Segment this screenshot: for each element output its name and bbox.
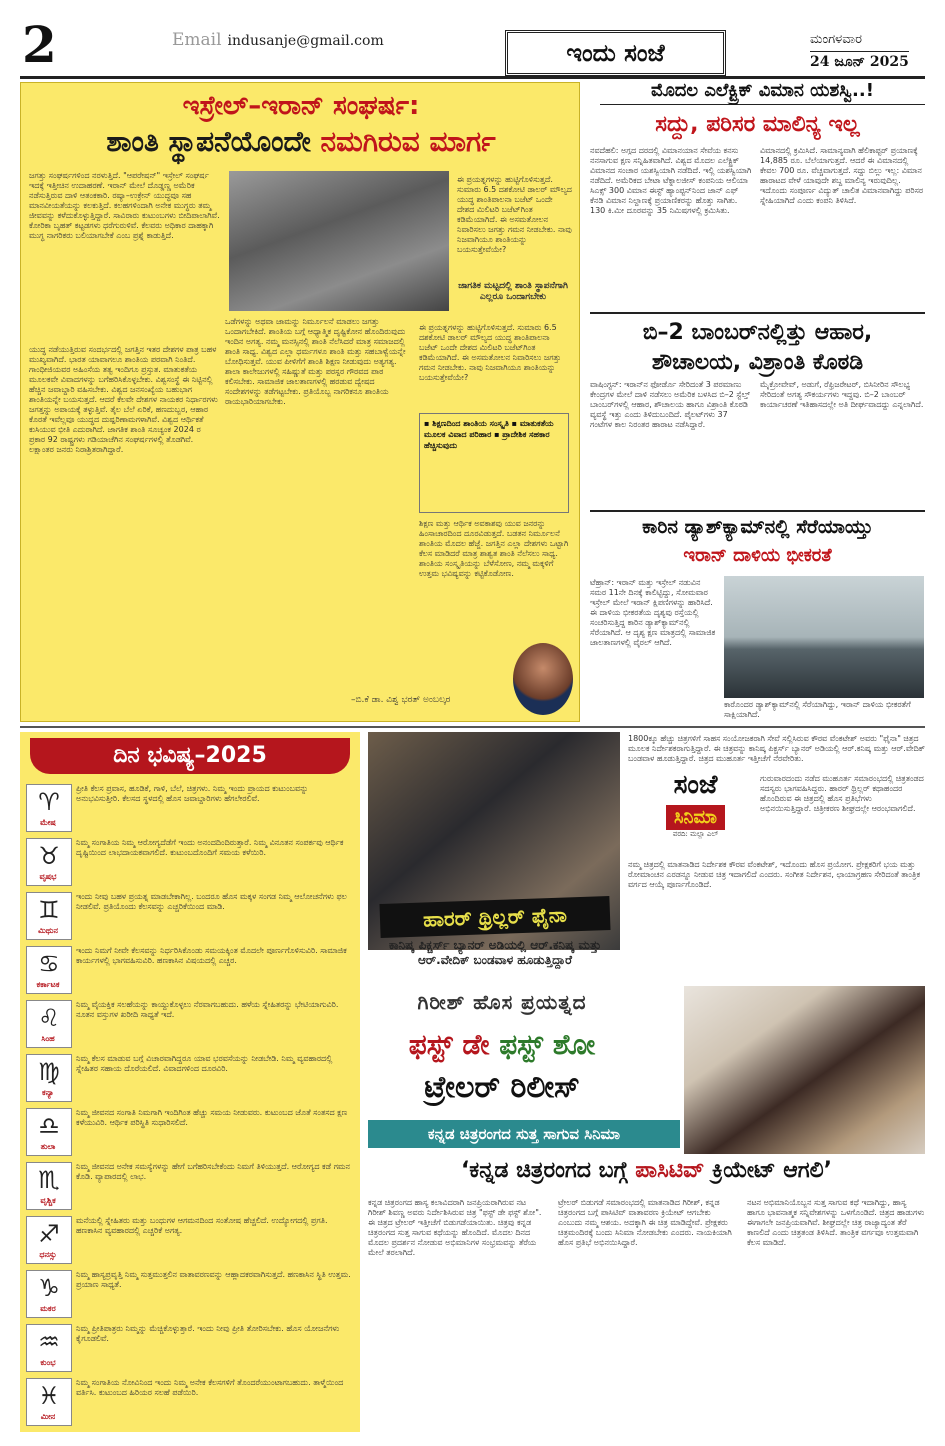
lead-col2: ಒಡೆಗಳನ್ನು ಅಥವಾ ಜಾಮನ್ನು ನಿರ್ಮೂಲನೆ ಮಾಡಲು ಜಗತ್ತು ಒಂದಾಗಬೇಕಿದೆ. ಶಾಂತಿಯ ಬಗ್ಗೆ ಆಧ್ಯಾತ್ಮಿಕ ದೃಷ್ಟಿಕೋನ ಹೊಂದಿರುವುದು ಇಂದಿನ ಅಗತ್ಯ. ನಮ್ಮ ಮನಸ್ಸಿನಲ್ಲಿ ಶಾಂತಿ ನೆಲೆಸಿದರೆ ಮಾತ್ರ ಸಮಾಜದಲ್ಲಿ ಶಾಂತಿ ಸಾಧ್ಯ. ವಿಶ್ವದ ಎಲ್ಲಾ ಧರ್ಮಗಳೂ ಶಾಂತಿ ಮತ್ತು ಸಹಬಾಳ್ವೆಯನ್ನೇ ಬೋಧಿಸುತ್ತವೆ. ಯುವ ಪೀಳಿಗೆಗೆ ಶಾಂತಿ ಶಿಕ್ಷಣ ನೀಡುವುದು ಅತ್ಯಗತ್ಯ. ಶಾಲಾ ಕಾಲೇಜುಗಳಲ್ಲಿ ಸಹಿಷ್ಣುತೆ ಮತ್ತು ಪರಸ್ಪರ ಗೌರವದ ಪಾಠ ಕಲಿಸಬೇಕು. ಸಾಮಾಜಿಕ ಜಾಲತಾಣಗಳಲ್ಲಿ ಹರಡುವ ದ್ವೇಷದ ಸಂದೇಶಗಳನ್ನು ತಡೆಗಟ್ಟಬೇಕು. ಪ್ರತಿಯೊಬ್ಬ ನಾಗರಿಕನೂ ಶಾಂತಿಯ ರಾಯಭಾರಿಯಾಗಬೇಕು. (225, 317, 406, 406)
b2-bomber-headline (590, 312, 925, 378)
date-label: 24 ಜೂನ್ 2025 (810, 51, 909, 70)
sign-name: ಧನಸ್ಸು (39, 1250, 57, 1259)
horoscope-taurus (20, 836, 360, 890)
bullet-box: ▪ ಶಿಕ್ಷಣದಿಂದ ಶಾಂತಿಯ ಸಂಸ್ಕೃತಿ ▪ ಮಾತುಕತೆಯ ಮೂಲಕ ವಿವಾದ ಪರಿಹಾರ ▪ ಪ್ರಾದೇಶಿಕ ಸಹಕಾರ ಹೆಚ್ಚಿಸುವುದು (419, 413, 569, 513)
horoscope-pisces (20, 1376, 360, 1430)
sign-name: ಮಕರ (40, 1304, 56, 1313)
sanje-logo-a: ಸಂಜೆ (673, 770, 718, 800)
sign-text: ನಿಮ್ಮ ಕೆಲಸ ಮಾಡುವ ಬಗ್ಗೆ ವಿಚಾರವಾಗಿದ್ದರೂ ಯಾವ ಭರವಸೆಯನ್ನು ನೀಡಬೇಡಿ. ನಿಮ್ಮ ವ್ಯವಹಾರದಲ್ಲಿ ಸ್ನೇಹಿತರ ಸಹಾಯ ದೊರೆಯಲಿದೆ. ವಿವಾದಗಳಿಂದ ದೂರವಿರಿ. (76, 1054, 333, 1073)
horoscope-leo (20, 998, 360, 1052)
dashcam-caption: ಕಾರೊಂದರ ಡ್ಯಾಶ್‌ಕ್ಯಾಮ್‌ನಲ್ಲಿ ಸೆರೆಯಾಗಿದ್ದು, ಇರಾನ್ ದಾಳಿಯ ಭೀಕರತೆಗೆ ಸಾಕ್ಷಿಯಾಗಿದೆ. (724, 700, 911, 719)
cancer-icon: ♋ (26, 946, 72, 994)
taurus-icon: ♉ (26, 838, 72, 886)
girish-quote-b: ಪಾಸಿಟಿವ್ (635, 1158, 705, 1183)
electric-plane-body1: ನವದೆಹಲಿ: ಅಗ್ಗದ ದರದಲ್ಲಿ ವಿಮಾನಯಾನ ಸೇವೆಯ ಕನಸು ನನಸಾಗುವ ಕ್ಷಣ ಸನ್ನಿಹಿತವಾಗಿದೆ. ವಿಶ್ವದ ಮೊದಲ ಎಲೆಕ್ಟ್ರಿಕ್ ವಿಮಾನದ ಸಂಚಾರ ಯಶಸ್ವಿಯಾಗಿ ನಡೆದಿದೆ. ಇಲ್ಲಿ ಯಶಸ್ವಿಯಾಗಿ ನಡೆದಿದೆ. ಅಮೆರಿಕದ ಬೇಟಾ ಟೆಕ್ನಾಲಜೀಸ್ ಕಂಪನಿಯ ಆಲಿಯಾ ಸಿಎಕ್ಸ್ 300 ವಿಮಾನ ಈಸ್ಟ್ ಹ್ಯಾಂಪ್ಟನ್‌ನಿಂದ ಜಾನ್ ಎಫ್ ಕೆನಡಿ ವಿಮಾನ ನಿಲ್ದಾಣಕ್ಕೆ ಪ್ರಯಾಣಿಕರನ್ನು ಹೊತ್ತು ಸಾಗಿತು. 130 ಕಿ.ಮೀ ದೂರವನ್ನು 35 ನಿಮಿಷಗಳಲ್ಲಿ ಕ್ರಮಿಸಿತು. (590, 146, 752, 215)
girish-trailer: ಟ್ರೇಲರ್ ರಿಲೀಸ್ (424, 1070, 580, 1105)
capricorn-icon: ♑ (26, 1270, 72, 1318)
lead-subhead-b: ನಮಗಿರುವ ಮಾರ್ಗ (320, 125, 496, 158)
horoscope-title: ದಿನ ಭವಿಷ್ಯ–2025 (30, 738, 350, 774)
cinema-body2: ಗುರುವಾರದಂದು ನಡೆದ ಮುಹೂರ್ತ ಸಮಾರಂಭದಲ್ಲಿ ಚಿತ್ರತಂಡದ ಸದಸ್ಯರು ಭಾಗವಹಿಸಿದ್ದರು. ಹಾರರ್ ಥ್ರಿಲ್ಲರ್ ಕಥಾಹಂದರ ಹೊಂದಿರುವ ಈ ಚಿತ್ರದಲ್ಲಿ ಹೊಸ ಪ್ರತಿಭೆಗಳು ಅಭಿನಯಿಸುತ್ತಿದ್ದಾರೆ. ಚಿತ್ರೀಕರಣ ಶೀಘ್ರದಲ್ಲೇ ಆರಂಭವಾಗಲಿದೆ. (760, 774, 924, 813)
sign-name: ಮಿಥುನ (38, 926, 58, 935)
girish-band: ಕನ್ನಡ ಚಿತ್ರರಂಗದ ಸುತ್ತ ಸಾಗುವ ಸಿನಿಮಾ (368, 1120, 680, 1148)
horoscope-virgo (20, 1052, 360, 1106)
section-divider (20, 726, 925, 728)
sign-name: ಕನ್ಯಾ (42, 1088, 54, 1097)
virgo-icon: ♍ (26, 1054, 72, 1102)
sign-name: ಸಿಂಹ (41, 1034, 55, 1043)
girish-col2: ಟ್ರೇಲರ್ ಬಿಡುಗಡೆ ಸಮಾರಂಭದಲ್ಲಿ ಮಾತನಾಡಿದ ಗಿರೀಶ್, ಕನ್ನಡ ಚಿತ್ರರಂಗದ ಬಗ್ಗೆ ಪಾಸಿಟಿವ್ ವಾತಾವರಣ ಕ್ರಿಯೇಟ್ ಆಗಬೇಕು ಎಂಬುದು ನಮ್ಮ ಆಶಯ. ಅದಕ್ಕಾಗಿ ಈ ಚಿತ್ರ ಮಾಡಿದ್ದೇವೆ. ಪ್ರೇಕ್ಷಕರು ಚಿತ್ರಮಂದಿರಕ್ಕೆ ಬಂದು ಸಿನಿಮಾ ನೋಡಬೇಕು ಎಂದರು. ನಾಯಕಿಯಾಗಿ ಹೊಸ ಪ್ರತಿಭೆ ಅಭಿನಯಿಸಿದ್ದಾರೆ. (558, 1198, 732, 1247)
libra-icon: ♎ (26, 1108, 72, 1156)
sign-name: ಮೀನ (40, 1412, 56, 1421)
sign-name: ಮೇಷ (40, 818, 56, 827)
sign-text: ನಿಮ್ಮ ಸಂಗಾತಿಯ ನಿಮ್ಮ ಆರೋಗ್ಯದೆಡೆಗೆ ಇಂದು ಅನಂದದಿಂದಿರುತ್ತಾರೆ. ನಿಮ್ಮ ವಿನೂತನ ಸಂಪರ್ಕವು ಆರ್ಥಿಕ ದೃಷ್ಟಿಯಿಂದ ಲಾಭದಾಯಕವಾಗಲಿದೆ. ಕುಟುಂಬದೊಂದಿಗೆ ಸಮಯ ಕಳೆಯಿರಿ. (76, 838, 344, 857)
girish-kicker: ಗಿರೀಶ್ ಹೊಸ ಪ್ರಯತ್ನದ (417, 990, 587, 1014)
cinema-body3: ನಮ್ಮ ಚಿತ್ರದಲ್ಲಿ ಮಾತನಾಡಿದ ನಿರ್ದೇಶಕ ಕೌರವ ವೆಂಕಟೇಶ್, ಇದೊಂದು ಹೊಸ ಪ್ರಯೋಗ. ಪ್ರೇಕ್ಷಕರಿಗೆ ಭಯ ಮತ್ತು ರೋಮಾಂಚನ ಎರಡನ್ನೂ ನೀಡುವ ಚಿತ್ರ ಇದಾಗಲಿದೆ ಎಂದರು. ಸಂಗೀತ ನಿರ್ದೇಶನ, ಛಾಯಾಗ್ರಹಣ ಸೇರಿದಂತೆ ತಾಂತ್ರಿಕ ವರ್ಗದ ಆಯ್ಕೆ ಪೂರ್ಣಗೊಂಡಿದೆ. (628, 860, 921, 889)
sanje-logo-b: ಸಿನಿಮಾ (666, 805, 725, 830)
lead-col1-top: ಜಗತ್ತು ಸಂಘರ್ಷಗಳಿಂದ ನರಳುತ್ತಿದೆ. "ಆಪರೇಷನ್" ಇಸ್ರೇಲ್ ಸಂಘರ್ಷ ಇದಕ್ಕೆ ಇತ್ತೀಚಿನ ಉದಾಹರಣೆ. ಇರಾನ್ ಮೇಲೆ ದೊಡ್ಡಣ್ಣ ಅಮೆರಿಕ ನಡೆಸುತ್ತಿರುವ ದಾಳಿ ಆತಂಕಕಾರಿ. ರಷ್ಯಾ–ಉಕ್ರೇನ್ ಯುದ್ಧವೂ ಸಹ ಮಾನವೀಯತೆಯನ್ನು ಕಲಕುತ್ತಿದೆ. ಕಲಹಗಳಿಂದಾಗಿ ಅನೇಕ ಮುಗ್ಧರು ತಮ್ಮ ಜೀವವನ್ನು ಕಳೆದುಕೊಳ್ಳುತ್ತಿದ್ದಾರೆ. ಸಾವಿರಾರು ಕುಟುಂಬಗಳು ಬೀದಿಪಾಲಾಗಿವೆ. ಕೋರಿಕಾ ಬೃಹತ್ ಕಟ್ಟಡಗಳು ಧರೆಗುರುಳಿವೆ. ಕೆಲವರು ಅಧಿಕಾರ ದಾಹಕ್ಕಾಗಿ ಮುಗ್ಧ ನಾಗರಿಕರು ಬಲಿಯಾಗಬೇಕೆ ಎಂಬ ಪ್ರಶ್ನೆ ಕಾಡುತ್ತಿದೆ. (29, 171, 220, 240)
sign-text: ಮನೆಯಲ್ಲಿ ಸ್ನೇಹಿತರು ಮತ್ತು ಬಂಧುಗಳ ಆಗಮನದಿಂದ ಸಂತೋಷ ಹೆಚ್ಚಲಿದೆ. ಉದ್ಯೋಗದಲ್ಲಿ ಪ್ರಗತಿ. ಹಣಕಾಸಿನ ವ್ಯವಹಾರದಲ್ಲಿ ಎಚ್ಚರಿಕೆ ಅಗತ್ಯ. (76, 1216, 328, 1235)
cinema-headline: ಹಾರರ್ ಥ್ರಿಲ್ಲರ್ ಫೈನಾ (379, 896, 610, 938)
horoscope-cancer (20, 944, 360, 998)
sign-name: ವೃಶ್ಚಿಕ (40, 1196, 56, 1205)
horoscope-libra (20, 1106, 360, 1160)
dashcam-body: ಟೆಹ್ರಾನ್: ಇರಾನ್ ಮತ್ತು ಇಸ್ರೇಲ್ ನಡುವಿನ ಸಮರ 11ನೇ ದಿನಕ್ಕೆ ಕಾಲಿಟ್ಟಿದ್ದು, ಸೋಮವಾರ ಇಸ್ರೇಲ್ ಮೇಲೆ ಇರಾನ್ ಕ್ಷಿಪಣಿಗಳನ್ನು ಹಾರಿಸಿದೆ. ಈ ದಾಳಿಯ ಭೀಕರತೆಯ ದೃಶ್ಯವು ರಸ್ತೆಯಲ್ಲಿ ಸಂಚರಿಸುತ್ತಿದ್ದ ಕಾರಿನ ಡ್ಯಾಶ್‌ಕ್ಯಾಮ್‌ನಲ್ಲಿ ಸೆರೆಯಾಗಿದೆ. ಆ ದೃಶ್ಯ ಕ್ಷಣ ಮಾತ್ರದಲ್ಲಿ ಸಾಮಾಜಿಕ ಜಾಲತಾಣಗಳಲ್ಲಿ ವೈರಲ್ ಆಗಿದೆ. (590, 578, 716, 647)
lead-col3-mid: ಶಿಕ್ಷಣ ಮತ್ತು ಆರ್ಥಿಕ ಅವಕಾಶವು ಯುವ ಜನರನ್ನು ಹಿಂಸಾಚಾರದಿಂದ ದೂರವಿಡುತ್ತದೆ. ಬಡತನ ನಿರ್ಮೂಲನೆ ಶಾಂತಿಯ ಮೊದಲ ಹೆಜ್ಜೆ. ಜಗತ್ತಿನ ಎಲ್ಲಾ ದೇಶಗಳು ಒಟ್ಟಾಗಿ ಕೆಲಸ ಮಾಡಿದರೆ ಮಾತ್ರ ಶಾಶ್ವತ ಶಾಂತಿ ನೆಲೆಸಲು ಸಾಧ್ಯ. ಶಾಂತಿಯ ಸಂಸ್ಕೃತಿಯನ್ನು ಬೆಳೆಸೋಣ, ನಮ್ಮ ಮಕ್ಕಳಿಗೆ ಉತ್ತಮ ಭವಿಷ್ಯವನ್ನು ಕಟ್ಟಿಕೊಡೋಣ. (419, 519, 569, 578)
author-byline: –ಬಿ.ಕೆ ಡಾ. ವಿಶ್ವ ಭರತ್ ಅಂಬಲ್ಕರ (351, 695, 451, 705)
horoscope-panel (20, 732, 360, 1432)
electric-plane-headline: ಸದ್ದು, ಪರಿಸರ ಮಾಲಿನ್ಯ ಇಲ್ಲ (655, 112, 860, 137)
girish-quote-a: ‘ಕನ್ನಡ ಚಿತ್ರರಂಗದ ಬಗ್ಗೆ (460, 1158, 628, 1183)
girish-quote-c: ಕ್ರಿಯೇಟ್ ಆಗಲಿ’ (712, 1158, 833, 1183)
sign-text: ನಿಮ್ಮ ಸಂಗಾತಿಯ ನೋವಿನಿಂದ ಇಂದು ನಿಮ್ಮ ಅನೇಕ ಕೆಲಸಗಳಿಗೆ ತೊಂದರೆಯುಂಟಾಗಬಹುದು. ತಾಳ್ಮೆಯಿಂದ ವರ್ತಿಸಿ. ಕುಟುಂಬದ ಹಿರಿಯರ ಸಲಹೆ ಪಡೆಯಿರಿ. (76, 1378, 344, 1397)
dashcam-subhead: ಇರಾನ್ ದಾಳಿಯ ಭೀಕರತೆ (683, 545, 832, 566)
aquarius-icon: ♒ (26, 1324, 72, 1372)
date-block (810, 32, 909, 70)
sign-text: ಪ್ರೀತಿ ಕೆಲಸ ಪ್ರವಾಸ, ಹೂಡಿಕೆ, ಗಾಳಿ, ಬೆಲೆ, ಚಿತ್ರಗಳು. ನಿಮ್ಮ ಇಂದು ಪ್ರಾಯದ ಕುಟುಂಬವನ್ನು ಅನುಭವಿಸುತ್ತೀರಿ. ಕೆಲಸದ ಸ್ಥಳದಲ್ಲಿ ಹೊಸ ಜವಾಬ್ದಾರಿಗಳು ಹೆಗಲೇರಲಿವೆ. (76, 784, 309, 803)
leo-icon: ♌ (26, 1000, 72, 1048)
sign-name: ವೃಷಭ (39, 872, 57, 881)
sign-text: ನಿಮ್ಮ ಹಾಸ್ಯಪ್ರವೃತ್ತಿ ನಿಮ್ಮ ಸುತ್ತಮುತ್ತಲಿನ ವಾತಾವರಣವನ್ನು ಆಹ್ಲಾದಕರವಾಗಿಸುತ್ತದೆ. ಹಣಕಾಸಿನ ಸ್ಥಿತಿ ಉತ್ತಮ. ಪ್ರಯಾಣ ಸಾಧ್ಯತೆ. (76, 1270, 351, 1289)
girish-title-b: ಫಸ್ಟ್ ಶೋ (499, 1028, 596, 1061)
sagittarius-icon: ♐ (26, 1216, 72, 1264)
masthead-text: ಇಂದು ಸಂಜೆ (566, 39, 665, 67)
sign-text: ನಿಮ್ಮ ವೈಯಕ್ತಿಕ ಸಲಹೆಯನ್ನು ಕಾಯ್ದುಕೊಳ್ಳಲು ನೆರವಾಗಬಹುದು. ಹಳೆಯ ಸ್ನೇಹಿತರನ್ನು ಭೇಟಿಯಾಗುವಿರಿ. ನೂತನ ವಸ್ತುಗಳ ಖರೀದಿ ಸಾಧ್ಯತೆ ಇದೆ. (76, 1000, 339, 1019)
lead-headline: ಇಸ್ರೇಲ್–ಇರಾನ್ ಸಂಘರ್ಷ: (182, 91, 420, 121)
horoscope-aries (20, 782, 360, 836)
scorpio-icon: ♏ (26, 1162, 72, 1210)
girish-group-photo (684, 986, 925, 1154)
electric-plane-kicker: ಮೊದಲ ಎಲೆಕ್ಟ್ರಿಕ್ ವಿಮಾನ ಯಶಸ್ವಿ..! (600, 80, 925, 105)
lead-subhead (31, 125, 571, 159)
lead-col3-top: ಈ ಪ್ರಯತ್ನಗಳನ್ನು ಹುಟ್ಟಿಗೊಳಿಸುತ್ತದೆ. ಸುಮಾರು 6.5 ದಶಕೋಟಿ ಡಾಲರ್ ಮೌಲ್ಯದ ಯುದ್ಧ ಶಾಂತಿಪಾಲನಾ ಬಜೆಟ್ ಒಂದೇ ದೇಶದ ಮಿಲಿಟರಿ ಬಜೆಟ್‌ಗಿಂತ ಕಡಿಮೆಯಾಗಿದೆ. ಈ ಅಸಮತೋಲನ ನಿವಾರಿಸಲು ಜಗತ್ತು ಗಮನ ನೀಡಬೇಕು. ನಾವು ನಿಜವಾಗಿಯೂ ಶಾಂತಿಯನ್ನು ಬಯಸುತ್ತೇವೆಯೇ? (457, 175, 572, 254)
sign-text: ನಿಮ್ಮ ಜೀವನದ ಅನೇಕ ಸಮಸ್ಯೆಗಳನ್ನು ಹೇಗೆ ಬಗೆಹರಿಸಬೇಕೆಂದು ನಿಮಗೆ ತಿಳಿಯುತ್ತದೆ. ಆರೋಗ್ಯದ ಕಡೆ ಗಮನ ಕೊಡಿ. ವ್ಯಾಪಾರದಲ್ಲಿ ಲಾಭ. (76, 1162, 350, 1181)
horoscope-aquarius (20, 1322, 360, 1376)
pisces-icon: ♓ (26, 1378, 72, 1426)
horoscope-capricorn (20, 1268, 360, 1322)
horoscope-scorpio (20, 1160, 360, 1214)
lead-col1-bottom: ಯುದ್ಧ ನಡೆಯುತ್ತಿರುವ ಸಂದರ್ಭದಲ್ಲಿ ಜಗತ್ತಿನ ಇತರ ದೇಶಗಳ ಪಾತ್ರ ಬಹಳ ಮುಖ್ಯವಾಗಿದೆ. ಭಾರತ ಯಾವಾಗಲೂ ಶಾಂತಿಯ ಪರವಾಗಿ ನಿಂತಿದೆ. ಗಾಂಧೀಜಿಯವರ ಅಹಿಂಸೆಯ ತತ್ವ ಇಂದಿಗೂ ಪ್ರಸ್ತುತ. ಮಾತುಕತೆಯ ಮೂಲಕವೇ ವಿವಾದಗಳನ್ನು ಬಗೆಹರಿಸಿಕೊಳ್ಳಬೇಕು. ವಿಶ್ವಸಂಸ್ಥೆ ಈ ನಿಟ್ಟಿನಲ್ಲಿ ಹೆಚ್ಚಿನ ಜವಾಬ್ದಾರಿ ವಹಿಸಬೇಕು. ವಿಶ್ವದ ಜನಸಂಖ್ಯೆಯ ಬಹುಭಾಗ ಶಾಂತಿಯನ್ನೇ ಬಯಸುತ್ತದೆ. ಆದರೆ ಕೆಲವೇ ದೇಶಗಳ ನಾಯಕರ ನಿರ್ಧಾರಗಳು ಜಗತ್ತನ್ನು ಅಪಾಯಕ್ಕೆ ತಳ್ಳುತ್ತಿವೆ. ತೈಲ ಬೆಲೆ ಏರಿಕೆ, ಹಣದುಬ್ಬರ, ಆಹಾರ ಕೊರತೆ ಇವೆಲ್ಲವೂ ಯುದ್ಧದ ದುಷ್ಪರಿಣಾಮಗಳಾಗಿವೆ. ವಿಶ್ವದ ಆರ್ಥಿಕತೆ ಕುಸಿಯುವ ಭೀತಿ ಎದುರಾಗಿದೆ. ಜಾಗತಿಕ ಶಾಂತಿ ಸೂಚ್ಯಂಕ 2024 ರ ಪ್ರಕಾರ 92 ರಾಷ್ಟ್ರಗಳು ಗಡಿಯಾಚೆಗಿನ ಸಂಘರ್ಷಗಳಲ್ಲಿ ತೊಡಗಿವೆ. ಲಕ್ಷಾಂತರ ಜನರು ನಿರಾಶ್ರಿತರಾಗಿದ್ದಾರೆ. (29, 345, 218, 454)
girish-quote-headline (368, 1158, 925, 1183)
lead-story (20, 82, 580, 722)
email-line (172, 30, 384, 50)
lead-col3-side: ಈ ಪ್ರಯತ್ನಗಳನ್ನು ಹುಟ್ಟಿಗೊಳಿಸುತ್ತದೆ. ಸುಮಾರು 6.5 ದಶಕೋಟಿ ಡಾಲರ್ ಮೌಲ್ಯದ ಯುದ್ಧ ಶಾಂತಿಪಾಲನಾ ಬಜೆಟ್ ಒಂದೇ ದೇಶದ ಮಿಲಿಟರಿ ಬಜೆಟ್‌ಗಿಂತ ಕಡಿಮೆಯಾಗಿದೆ. ಈ ಅಸಮತೋಲನ ನಿವಾರಿಸಲು ಜಗತ್ತು ಗಮನ ನೀಡಬೇಕು. ನಾವು ನಿಜವಾಗಿಯೂ ಶಾಂತಿಯನ್ನು ಬಯಸುತ್ತೇವೆಯೇ? (419, 323, 561, 382)
horoscope-sagittarius (20, 1214, 360, 1268)
b2-body2: ಮೈಕ್ರೋವೇವ್, ಅಡುಗೆ, ರೆಫ್ರಿಜರೇಟರ್, ಬಿಸಿನೀರಿನ ಸೌಲಭ್ಯ ಸೇರಿದಂತೆ ಅಗತ್ಯ ಸೌಕರ್ಯಗಳು ಇದ್ದವು. ಬಿ–2 ಬಾಂಬರ್ ಕಾರ್ಯಾಚರಣೆ ಇತಿಹಾಸದಲ್ಲೇ ಅತಿ ದೀರ್ಘವಾದದ್ದು ಎನ್ನಲಾಗಿದೆ. (760, 380, 924, 409)
sign-text: ನಿಮ್ಮ ಜೀವನದ ಸಂಗಾತಿ ನಿಮಗಾಗಿ ಇಂದಿಗಿಂತ ಹೆಚ್ಚು ಸಮಯ ನೀಡುವರು. ಕುಟುಂಬದ ಜೊತೆ ಸಂತಸದ ಕ್ಷಣ ಕಳೆಯುವಿರಿ. ಆರ್ಥಿಕ ಪರಿಸ್ಥಿತಿ ಸುಧಾರಿಸಲಿದೆ. (76, 1108, 348, 1127)
sign-name: ತುಲಾ (40, 1142, 56, 1151)
pull-quote: ಜಾಗತಿಕ ಮಟ್ಟದಲ್ಲಿ ಶಾಂತಿ ಸ್ಥಾಪನೆಗಾಗಿ ಎಲ್ಲರೂ ಒಂದಾಗಬೇಕು (458, 281, 568, 302)
day-label: ಮಂಗಳವಾರ (810, 32, 863, 47)
horoscope-gemini (20, 890, 360, 944)
sign-name: ಕುಂಭ (40, 1358, 56, 1367)
header-rule (20, 76, 925, 79)
war-rubble-photo (229, 171, 449, 311)
sanje-reporter: ವರದಿ: ಮಲ್ಲಾ ಎಲ್ (672, 830, 719, 838)
email-label: Email (172, 30, 222, 50)
lead-subhead-a: ಶಾಂತಿ ಸ್ಥಾಪನೆಯೊಂದೇ (106, 125, 311, 158)
girish-title (376, 1028, 628, 1062)
dashcam-photo (724, 576, 924, 698)
sign-text: ಇಂದು ನೀವು ಬಹಳ ಪ್ರಯತ್ನ ಮಾಡಬೇಕಾಗಿಲ್ಲ. ಬಂದರೂ ಹೊಸ ಮಕ್ಕಳ ಸಂಗಡ ನಿಮ್ಮ ಆಲೋಚನೆಗಳು ಫಲ ನೀಡಲಿವೆ. ಪ್ರತಿಯೊಂದು ಕೆಲಸವನ್ನು ಎಚ್ಚರಿಕೆಯಿಂದ ಮಾಡಿ. (76, 892, 347, 911)
cinema-body1: 1800ಕ್ಕೂ ಹೆಚ್ಚು ಚಿತ್ರಗಳಿಗೆ ಸಾಹಸ ಸಂಯೋಜಕರಾಗಿ ಸೇವೆ ಸಲ್ಲಿಸಿರುವ ಕೌರವ ವೆಂಕಟೇಶ್ ಅವರು "ಫೈನಾ" ಚಿತ್ರದ ಮೂಲಕ ನಿರ್ದೇಶಕರಾಗುತ್ತಿದ್ದಾರೆ. ಈ ಚಿತ್ರವನ್ನು ಕಾನಿಷ್ಕ ಪಿಕ್ಚರ್ಸ್ ಬ್ಯಾನರ್ ಅಡಿಯಲ್ಲಿ ಆರ್.ಕನಿಷ್ಕ ಮತ್ತು ಆರ್.ವೇದಿಕ್ ಬಂಡವಾಳ ಹೂಡುತ್ತಿದ್ದಾರೆ. ಚಿತ್ರದ ಮುಹೂರ್ತ ಇತ್ತೀಚೆಗೆ ನೆರವೇರಿತು. (628, 734, 925, 763)
girish-col3: ನಟನ ಅಭಿಮಾನಿಯೊಬ್ಬನ ಸುತ್ತ ಸಾಗುವ ಕಥೆ ಇದಾಗಿದ್ದು, ಹಾಸ್ಯ ಹಾಗೂ ಭಾವನಾತ್ಮಕ ಸನ್ನಿವೇಶಗಳನ್ನು ಒಳಗೊಂಡಿದೆ. ಚಿತ್ರದ ಹಾಡುಗಳು ಈಗಾಗಲೇ ಜನಪ್ರಿಯವಾಗಿವೆ. ಶೀಘ್ರದಲ್ಲೇ ಚಿತ್ರ ರಾಜ್ಯಾದ್ಯಂತ ತೆರೆ ಕಾಣಲಿದೆ ಎಂದು ಚಿತ್ರತಂಡ ತಿಳಿಸಿದೆ. ತಾಂತ್ರಿಕ ವರ್ಗವೂ ಉತ್ತಮವಾಗಿ ಕೆಲಸ ಮಾಡಿದೆ. (747, 1198, 925, 1247)
sanje-cinema-logo (638, 770, 753, 850)
gemini-icon: ♊ (26, 892, 72, 940)
masthead-logo (505, 30, 726, 76)
b2-body1: ವಾಷಿಂಗ್ಟನ್: ಇರಾನ್‌ನ ಫೋರ್ಡೊ ಸೇರಿದಂತೆ 3 ಪರಮಾಣು ಕೇಂದ್ರಗಳ ಮೇಲೆ ದಾಳಿ ನಡೆಸಲು ಅಮೆರಿಕ ಬಳಸಿದ ಬಿ–2 ಸ್ಟೆಲ್ತ್ ಬಾಂಬರ್‌ಗಳಲ್ಲಿ ಆಹಾರ, ಶೌಚಾಲಯ ಹಾಗೂ ವಿಶ್ರಾಂತಿ ಕೊಠಡಿ ವ್ಯವಸ್ಥೆ ಇತ್ತು ಎಂದು ತಿಳಿದುಬಂದಿದೆ. ಪೈಲಟ್‌ಗಳು 37 ಗಂಟೆಗಳ ಕಾಲ ನಿರಂತರ ಹಾರಾಟ ನಡೆಸಿದ್ದಾರೆ. (590, 380, 750, 429)
aries-icon: ♈ (26, 784, 72, 832)
b2-headline-line1: ಬಿ–2 ಬಾಂಬರ್‌ನಲ್ಲಿತ್ತು ಆಹಾರ, (642, 320, 873, 345)
electric-plane-body2: ವಿಮಾನದಲ್ಲಿ ಕ್ರಮಿಸಿದೆ. ಸಾಮಾನ್ಯವಾಗಿ ಹೆಲಿಕಾಪ್ಟರ್ ಪ್ರಯಾಣಕ್ಕೆ 14,885 ರೂ. ಬೆಲೆಯಾಗುತ್ತದೆ. ಆದರೆ ಈ ವಿಮಾನದಲ್ಲಿ ಕೇವಲ 700 ರೂ. ವೆಚ್ಚವಾಗುತ್ತದೆ. ಸದ್ದು ಬಿಲ್ಲು ಇಲ್ಲ: ವಿಮಾನ ಹಾರಾಟದ ವೇಳೆ ಯಾವುದೇ ಶಬ್ದ ಮಾಲಿನ್ಯ ಇರುವುದಿಲ್ಲ. ಇದೊಂದು ಸಂಪೂರ್ಣ ವಿದ್ಯುತ್ ಚಾಲಿತ ವಿಮಾನವಾಗಿದ್ದು ಪರಿಸರ ಸ್ನೇಹಿಯಾಗಿದೆ ಎಂದು ಕಂಪನಿ ತಿಳಿಸಿದೆ. (760, 146, 924, 205)
girish-title-a: ಫಸ್ಟ್ ಡೇ (408, 1028, 490, 1061)
cinema-subhead: ಕಾನಿಷ್ಕ ಪಿಕ್ಚರ್ಸ್ ಬ್ಯಾನರ್ ಅಡಿಯಲ್ಲಿ ಆರ್.ಕನಿಷ್ಕ ಮತ್ತು ಆರ್.ವೇದಿಕ್ ಬಂಡವಾಳ ಹೂಡುತ್ತಿದ್ದಾರೆ (388, 938, 602, 967)
dashcam-headline: ಕಾರಿನ ಡ್ಯಾಶ್‌ಕ್ಯಾಮ್‌ನಲ್ಲಿ ಸೆರೆಯಾಯ್ತು (590, 510, 925, 538)
girish-feature (368, 986, 925, 1442)
girish-col1: ಕನ್ನಡ ಚಿತ್ರರಂಗದ ಹಾಸ್ಯ ಕಲಾವಿದರಾಗಿ ಜನಪ್ರಿಯರಾಗಿರುವ ನಟ ಗಿರೀಶ್ ಶಿವಣ್ಣ ಅವರು ನಿರ್ದೇಶಿಸಿರುವ ಚಿತ್ರ "ಫಸ್ಟ್ ಡೇ ಫಸ್ಟ್ ಶೋ". ಈ ಚಿತ್ರದ ಟ್ರೇಲರ್ ಇತ್ತೀಚೆಗೆ ಬಿಡುಗಡೆಯಾಯಿತು. ಚಿತ್ರವು ಕನ್ನಡ ಚಿತ್ರರಂಗದ ಸುತ್ತ ಸಾಗುವ ಕಥೆಯನ್ನು ಹೊಂದಿದೆ. ಮೊದಲ ದಿನದ ಮೊದಲ ಪ್ರದರ್ಶನ ನೋಡುವ ಅಭಿಮಾನಿಗಳ ಸಂಭ್ರಮವನ್ನು ತೆರೆಯ ಮೇಲೆ ತರಲಾಗಿದೆ. (368, 1198, 542, 1257)
page-number: 2 (22, 15, 57, 74)
sign-text: ನಿಮ್ಮ ಪ್ರೀತಿಪಾತ್ರರು ನಿಮ್ಮನ್ನು ಮೆಚ್ಚಿಕೊಳ್ಳುತ್ತಾರೆ. ಇಂದು ನೀವು ಪ್ರೀತಿ ತೋರಿಸಬೇಕು. ಹೊಸ ಯೋಜನೆಗಳು ಕೈಗೂಡಲಿವೆ. (76, 1324, 340, 1343)
sign-name: ಕರ್ಕಾಟಕ (36, 980, 60, 989)
email-address[interactable]: indusanje@gmail.com (227, 33, 384, 49)
sign-text: ಇಂದು ನಿಮಗೆ ನೀವೇ ಕೆಲಸವನ್ನು ನಿರ್ಧರಿಸಿಕೊಂಡು ಸಮಯಕ್ಕಿಂತ ಮೊದಲೇ ಪೂರ್ಣಗೊಳಿಸುವಿರಿ. ಸಾಮಾಜಿಕ ಕಾರ್ಯಗಳಲ್ಲಿ ಭಾಗವಹಿಸುವಿರಿ. ಹಣಕಾಸಿನ ವಿಷಯದಲ್ಲಿ ಎಚ್ಚರ. (76, 946, 347, 965)
b2-headline-line2: ಶೌಚಾಲಯ, ವಿಶ್ರಾಂತಿ ಕೊಠಡಿ (651, 350, 864, 375)
author-photo (513, 643, 573, 715)
